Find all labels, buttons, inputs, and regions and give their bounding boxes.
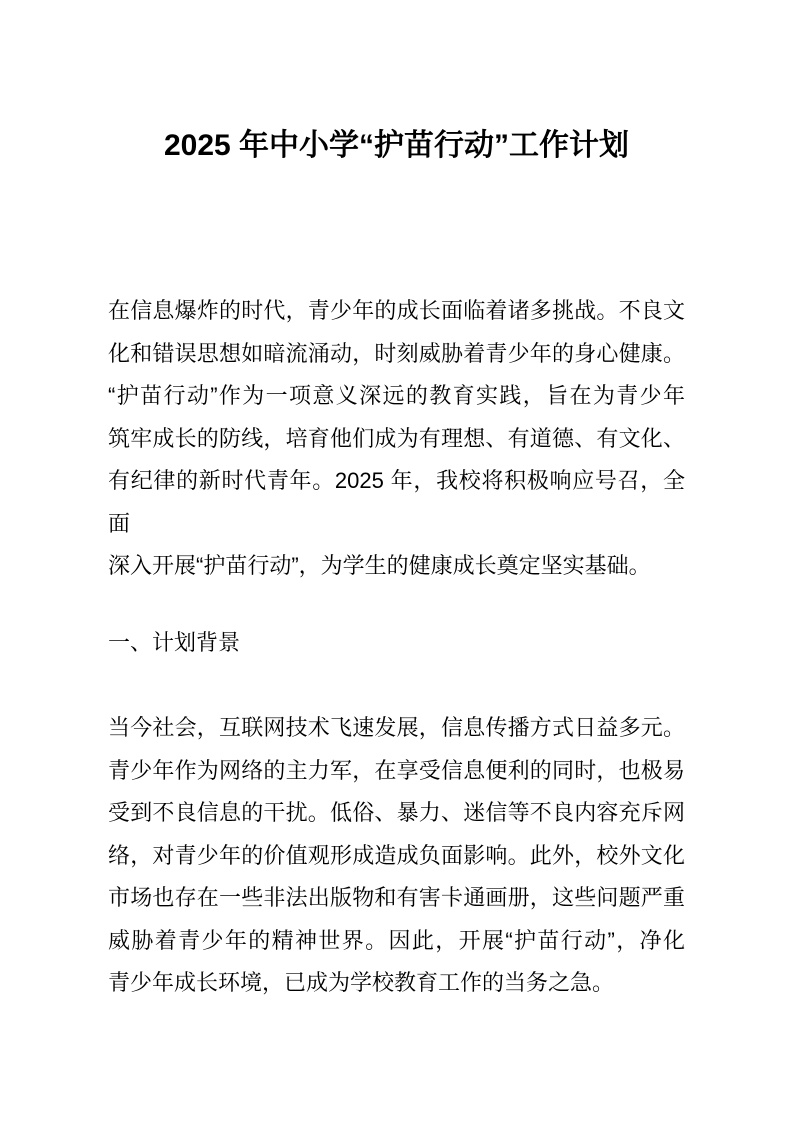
- text-line: 在信息爆炸的时代，青少年的成长面临着诸多挑战。不良文: [108, 298, 685, 323]
- text-line: 市场也存在一些非法出版物和有害卡通画册，这些问题严重: [108, 885, 685, 910]
- text-line: 青少年成长环境，已成为学校教育工作的当务之急。: [108, 970, 615, 995]
- text-line: “护苗行动”作为一项意义深远的教育实践，旨在为青少年: [108, 383, 685, 408]
- paragraph-background: [108, 707, 685, 1005]
- document-title: 2025 年中小学“护苗行动”工作计划: [163, 129, 630, 162]
- text-line: 青少年作为网络的主力军，在享受信息便利的同时，也极易: [108, 757, 685, 783]
- text-line: 威胁着青少年的精神世界。因此，开展“护苗行动”，净化: [108, 927, 685, 953]
- text-line: 筑牢成长的防线，培育他们成为有理想、有道德、有文化、: [108, 425, 685, 451]
- paragraph-intro: [108, 290, 685, 588]
- text-line: 当今社会，互联网技术飞速发展，信息传播方式日益多元。: [108, 715, 685, 740]
- section-heading-plan-background: 一、计划背景: [108, 629, 241, 655]
- text-line: 受到不良信息的干扰。低俗、暴力、迷信等不良内容充斥网: [108, 800, 685, 825]
- text-line: 化和错误思想如暗流涌动，时刻威胁着青少年的身心健康。: [108, 340, 685, 366]
- text-line: 络，对青少年的价值观形成造成负面影响。此外，校外文化: [108, 842, 685, 868]
- text-line: 有纪律的新时代青年。2025 年，我校将积极响应号召，全面: [108, 468, 685, 536]
- text-line: 深入开展“护苗行动”，为学生的健康成长奠定坚实基础。: [108, 553, 651, 578]
